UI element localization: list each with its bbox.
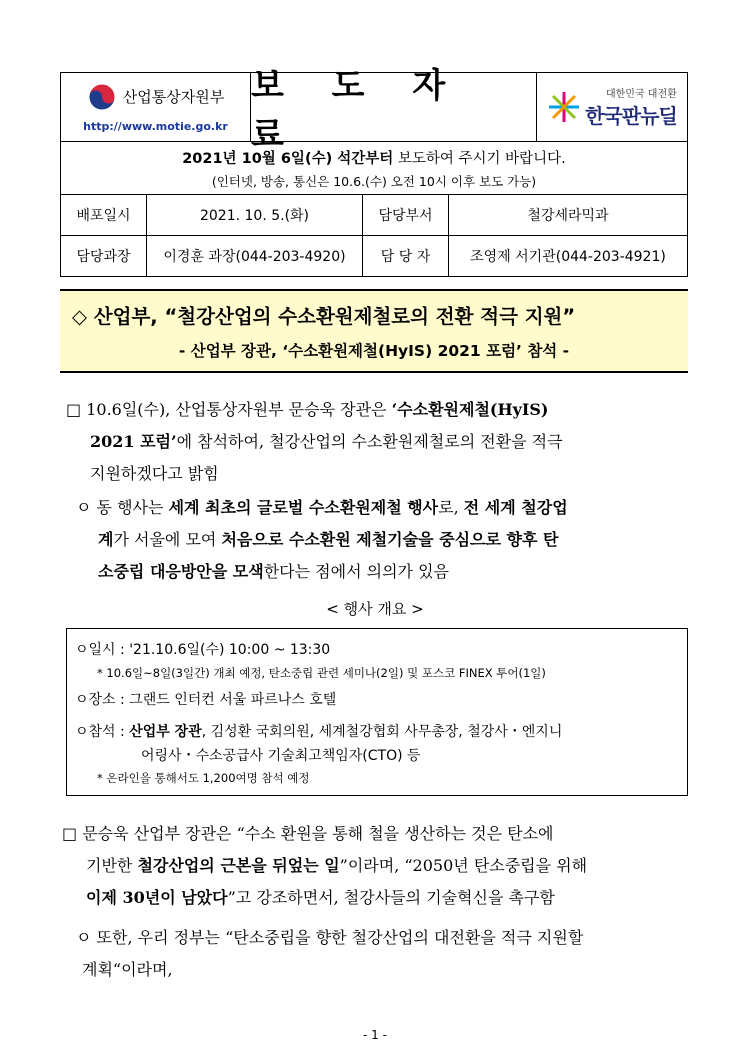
- p1-text-c: 2021 포럼’: [90, 432, 177, 451]
- event-attendees-cont: 어링사・수소공급사 기술최고책임자(CTO) 등: [141, 748, 421, 764]
- p3-text-e: 이제 30년이 남았다: [86, 888, 228, 907]
- ministry-name: 산업통상자원부: [122, 88, 225, 106]
- p2-text-c: 로,: [438, 498, 464, 517]
- event-date-note: * 10.6일~8일(3일간) 개최 예정, 탄소중립 관련 세미나(2일) 및 포스코 FINEX 투어(1일): [97, 666, 546, 680]
- p2-text-a: 동 행사는: [91, 498, 169, 517]
- p1-text-e: 지원하겠다고 밝힘: [90, 464, 219, 483]
- attend-list: , 김성환 국회의원, 세계철강협회 사무총장, 철강사・엔지니: [201, 724, 563, 740]
- p4-text-a: 또한, 우리 정부는 “탄소중립을 향한 철강산업의 대전환을 적극 지원할: [91, 928, 584, 947]
- attend-minister: 산업부 장관: [129, 724, 202, 740]
- circle-bullet: ㅇ: [76, 498, 92, 517]
- press-release-header: [60, 66, 688, 277]
- paragraph-3: [62, 818, 692, 914]
- ministry-logo-cell: [61, 73, 251, 141]
- p1-text-d: 에 참석하여, 철강산업의 수소환원제철로의 전환을 적극: [176, 432, 563, 451]
- release-date-label: 배포일시: [61, 195, 147, 235]
- press-release-title: 보 도 자 료: [251, 73, 537, 141]
- release-date-value: 2021. 10. 5.(화): [147, 195, 363, 235]
- p2-text-g: 처음으로 수소환원 제철기술을 중심으로 향후 탄: [221, 530, 559, 549]
- contact-label: 담 당 자: [363, 236, 449, 276]
- taegeuk-logo-icon: [87, 82, 117, 112]
- p2-text-d: 전 세계 철강업: [463, 498, 568, 517]
- p1-text-b: ‘수소환원제철(HyIS): [391, 400, 549, 419]
- contact-value: 조영제 서기관(044-203-4921): [470, 249, 666, 265]
- circle-bullet: ㅇ: [76, 928, 92, 947]
- headline-main: ◇ 산업부, “철강산업의 수소환원제철로의 전환 적극 지원”: [72, 305, 576, 328]
- department-label: 담당부서: [363, 195, 449, 235]
- paragraph-4: [76, 922, 692, 986]
- p3-text-d: ”이라며, “2050년 탄소중립을 위해: [339, 856, 588, 875]
- embargo-online-note: (인터넷, 방송, 통신은 10.6.(수) 오전 10시 이후 보도 가능): [211, 173, 537, 189]
- p2-text-i: 한다는 점에서 의의가 있음: [263, 562, 449, 581]
- director-label: 담당과장: [61, 236, 147, 276]
- embargo-text: 보도하여 주시기 바랍니다.: [393, 150, 566, 167]
- paragraph-2: [76, 492, 692, 588]
- event-online-note: * 온라인을 통해서도 1,200여명 참석 예정: [97, 771, 310, 785]
- p3-text-b: 기반한: [86, 856, 138, 875]
- page-number: - 1 -: [363, 1028, 387, 1042]
- headline-box: [60, 289, 688, 373]
- square-bullet: □: [62, 824, 78, 843]
- embargo-notice: [61, 142, 687, 194]
- p1-text-a: 10.6일(수), 산업통상자원부 문승욱 장관은: [81, 400, 392, 419]
- event-place: ㅇ장소 : 그랜드 인터컨 서울 파르나스 호텔: [75, 692, 337, 708]
- attend-label: ㅇ참석 :: [75, 724, 130, 740]
- new-deal-star-icon: [547, 90, 581, 124]
- event-overview-box: [66, 628, 688, 796]
- korean-new-deal-logo: [537, 73, 687, 141]
- p2-text-b: 세계 최초의 글로벌 수소환원제철 행사: [168, 498, 439, 517]
- p2-text-h: 소중립 대응방안을 모색: [98, 562, 264, 581]
- brand-name: 한국판뉴딜: [585, 104, 677, 128]
- headline-sub: - 산업부 장관, ‘수소환원제철(HyIS) 2021 포럼’ 참석 -: [178, 342, 570, 360]
- p4-text-b: 계획“이라며,: [82, 960, 173, 979]
- director-value: 이경훈 과장(044-203-4920): [147, 236, 363, 276]
- paragraph-1: [66, 394, 692, 490]
- p3-text-c: 철강산업의 근본을 뒤엎는 일: [137, 856, 340, 875]
- p3-text-a: 문승욱 산업부 장관은 “수소 환원을 통해 철을 생산하는 것은 탄소에: [77, 824, 554, 843]
- overview-title: < 행사 개요 >: [326, 600, 424, 618]
- brand-slogan: 대한민국 대전환: [605, 89, 677, 100]
- p2-text-f: 가 서울에 모여: [113, 530, 222, 549]
- p2-text-e: 계: [98, 530, 114, 549]
- embargo-time: 2021년 10월 6일(수) 석간부터: [182, 150, 394, 167]
- event-date: ㅇ일시 : '21.10.6일(수) 10:00 ~ 13:30: [75, 642, 331, 658]
- department-value: 철강세라믹과: [527, 208, 609, 224]
- ministry-url-link[interactable]: http://www.motie.go.kr: [83, 119, 228, 133]
- p3-text-f: ”고 강조하면서, 철강사들의 기술혁신을 촉구함: [227, 888, 555, 907]
- event-attendees: [75, 721, 562, 741]
- square-bullet: □: [66, 400, 82, 419]
